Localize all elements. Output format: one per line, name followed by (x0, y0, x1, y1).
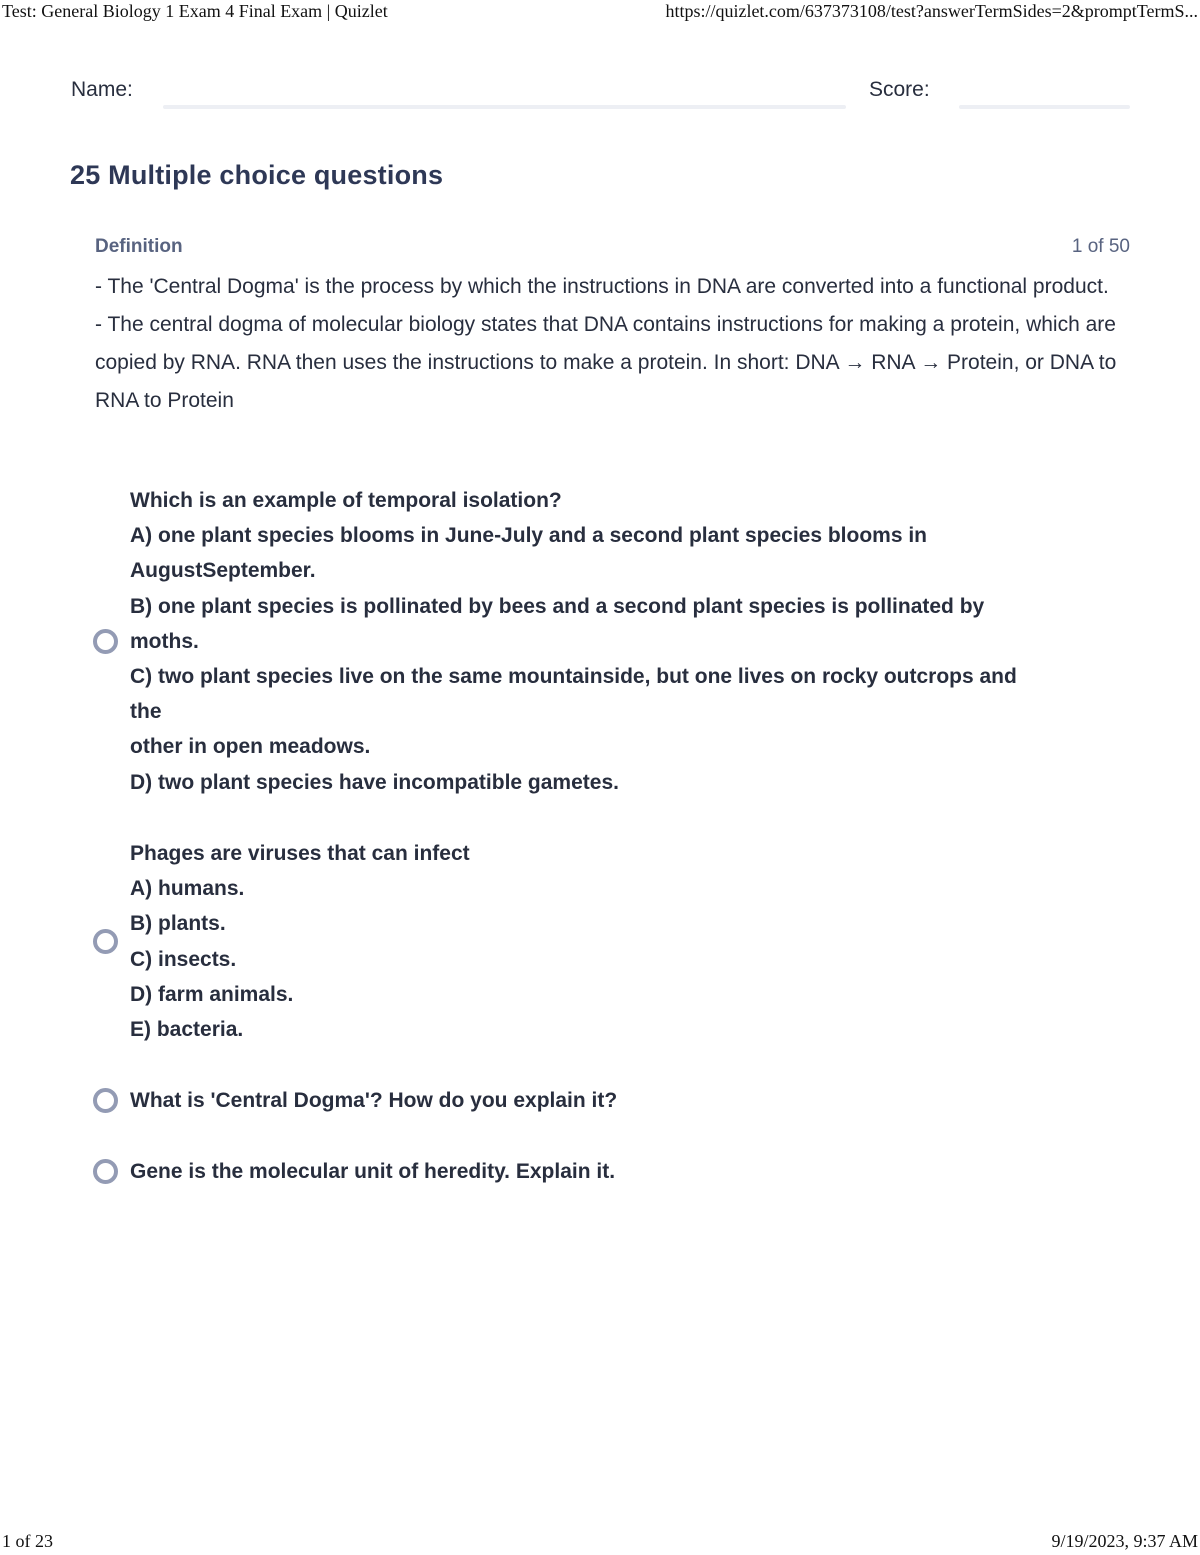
print-page-number: 1 of 23 (2, 1531, 53, 1551)
print-header (0, 1, 1200, 25)
option-line: the (130, 700, 162, 724)
definition-label: Definition (95, 236, 183, 257)
answer-option-text (130, 1154, 1130, 1189)
option-line: What is 'Central Dogma'? How do you explain it? (130, 1089, 618, 1112)
score-field[interactable] (959, 105, 1130, 109)
question-header (95, 232, 1130, 266)
name-field[interactable] (163, 105, 846, 109)
option-line: AugustSeptember. (130, 559, 316, 583)
answer-option-3[interactable] (93, 1083, 1130, 1119)
option-line: B) plants. (130, 912, 226, 936)
answer-option-text (130, 1083, 1130, 1118)
section-title: 25 Multiple choice questions (70, 160, 444, 190)
answer-option-2[interactable] (93, 836, 1130, 1051)
answer-option-4[interactable] (93, 1154, 1130, 1190)
print-datetime: 9/19/2023, 9:37 AM (1051, 1531, 1198, 1551)
radio-button-icon[interactable] (93, 1088, 118, 1113)
option-line: Gene is the molecular unit of heredity. Explain it. (130, 1160, 616, 1183)
option-line: D) farm animals. (130, 982, 294, 1006)
prompt-paragraph: - The 'Central Dogma' is the process by which the instructions in DNA are converted into a functional product. (95, 275, 1109, 298)
radio-button-icon[interactable] (93, 1159, 118, 1184)
score-label: Score: (869, 78, 930, 101)
question-card (95, 232, 1130, 420)
option-line: moths. (130, 629, 199, 653)
option-line: E) bacteria. (130, 1018, 244, 1042)
answer-option-1[interactable] (93, 483, 1130, 803)
option-line: A) one plant species blooms in June-July and a second plant species blooms in (130, 524, 928, 548)
option-line: C) insects. (130, 947, 237, 971)
print-footer (0, 1531, 1200, 1555)
answer-option-text (130, 483, 1130, 800)
option-line: B) one plant species is pollinated by bees and a second plant species is pollinated by (130, 594, 985, 618)
option-line: A) humans. (130, 877, 245, 901)
print-page-url: https://quizlet.com/637373108/test?answerTermSides=2&promptTermS... (665, 1, 1198, 21)
option-line: Which is an example of temporal isolation? (130, 489, 562, 512)
option-line: other in open meadows. (130, 735, 371, 759)
name-label: Name: (71, 78, 133, 101)
radio-button-icon[interactable] (93, 929, 118, 954)
print-page-title: Test: General Biology 1 Exam 4 Final Exam | Quizlet (2, 1, 388, 21)
option-line: Phages are viruses that can infect (130, 842, 470, 865)
option-line: D) two plant species have incompatible gametes. (130, 770, 619, 794)
name-score-row (71, 78, 1130, 110)
prompt-paragraph: - The central dogma of molecular biology states that DNA contains instructions for making a protein, which are copied by RNA. RNA then uses the instructions to make a protein. In short: DNA → RNA → Protein, or DNA to RNA to Protein (95, 313, 1117, 412)
question-prompt (95, 268, 1130, 420)
answer-option-text (130, 836, 1130, 1047)
option-line: C) two plant species live on the same mountainside, but one lives on rocky outcrops and (130, 665, 1017, 689)
radio-button-icon[interactable] (93, 629, 118, 654)
question-counter: 1 of 50 (1071, 236, 1130, 257)
